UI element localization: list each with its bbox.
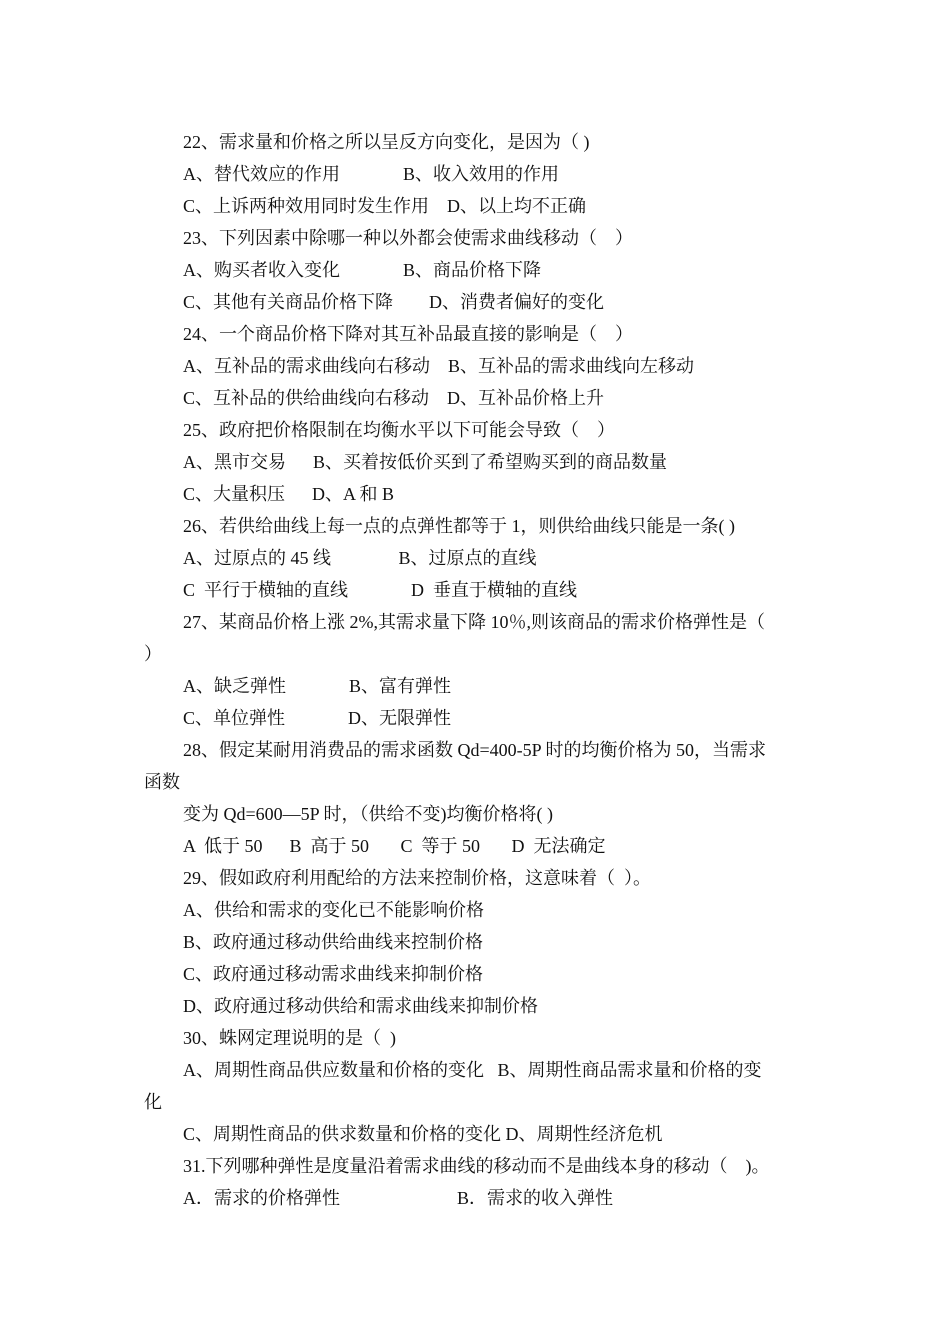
question-25-options-cd: C、大量积压 D、A 和 B [183,484,395,504]
question-29-option-c: C、政府通过移动需求曲线来抑制价格 [183,964,484,984]
question-26-options-ab: A、过原点的 45 线 B、过原点的直线 [183,548,537,568]
question-22-stem: 22、需求量和价格之所以呈反方向变化，是因为（ ) [183,132,590,152]
question-25-stem: 25、政府把价格限制在均衡水平以下可能会导致（ ） [183,420,615,440]
question-29-option-b: B、政府通过移动供给曲线来控制价格 [183,932,484,952]
question-31-stem: 31.下列哪种弹性是度量沿着需求曲线的移动而不是曲线本身的移动（ )。 [183,1156,770,1176]
question-24-options-ab: A、互补品的需求曲线向右移动 B、互补品的需求曲线向左移动 [183,356,695,376]
question-30-options-ab-continued: 化 [144,1092,162,1112]
question-24-stem: 24、一个商品价格下降对其互补品最直接的影响是（ ） [183,324,633,344]
question-27-stem-continued: ） [144,644,162,664]
question-31-options-ab: A．需求的价格弹性 B．需求的收入弹性 [183,1188,614,1208]
question-26-stem: 26、若供给曲线上每一点的点弹性都等于 1，则供给曲线只能是一条( ) [183,516,735,536]
question-28-stem-line-3: 变为 Qd=600—5P 时，（供给不变)均衡价格将( ) [183,804,553,824]
question-29-option-a: A、供给和需求的变化已不能影响价格 [183,900,484,920]
question-29-option-d: D、政府通过移动供给和需求曲线来抑制价格 [183,996,538,1016]
question-22-options-cd: C、上诉两种效用同时发生作用 D、以上均不正确 [183,196,587,216]
question-30-options-ab: A、周期性商品供应数量和价格的变化 B、周期性商品需求量和价格的变 [183,1060,762,1080]
question-27-stem: 27、某商品价格上涨 2%,其需求量下降 10％,则该商品的需求价格弹性是（ [183,612,765,632]
question-23-options-cd: C、其他有关商品价格下降 D、消费者偏好的变化 [183,292,605,312]
question-28-stem: 28、假定某耐用消费品的需求函数 Qd=400-5P 时的均衡价格为 50，当需求 [183,740,766,760]
question-30-options-cd: C、周期性商品的供求数量和价格的变化 D、周期性经济危机 [183,1124,663,1144]
question-29-stem: 29、假如政府利用配给的方法来控制价格，这意味着（ ）。 [183,868,651,888]
question-27-options-cd: C、单位弹性 D、无限弹性 [183,708,452,728]
question-25-options-ab: A、黑市交易 B、买着按低价买到了希望购买到的商品数量 [183,452,668,472]
question-23-options-ab: A、购买者收入变化 B、商品价格下降 [183,260,542,280]
question-28-stem-continued: 函数 [144,772,180,792]
question-26-options-cd: C 平行于横轴的直线 D 垂直于横轴的直线 [183,580,578,600]
question-24-options-cd: C、互补品的供给曲线向右移动 D、互补品价格上升 [183,388,605,408]
question-27-options-ab: A、缺乏弹性 B、富有弹性 [183,676,452,696]
question-28-options: A 低于 50 B 高于 50 C 等于 50 D 无法确定 [183,836,606,856]
question-23-stem: 23、下列因素中除哪一种以外都会使需求曲线移动（ ） [183,228,633,248]
question-22-options-ab: A、替代效应的作用 B、收入效用的作用 [183,164,560,184]
question-30-stem: 30、蛛网定理说明的是（ ) [183,1028,396,1048]
